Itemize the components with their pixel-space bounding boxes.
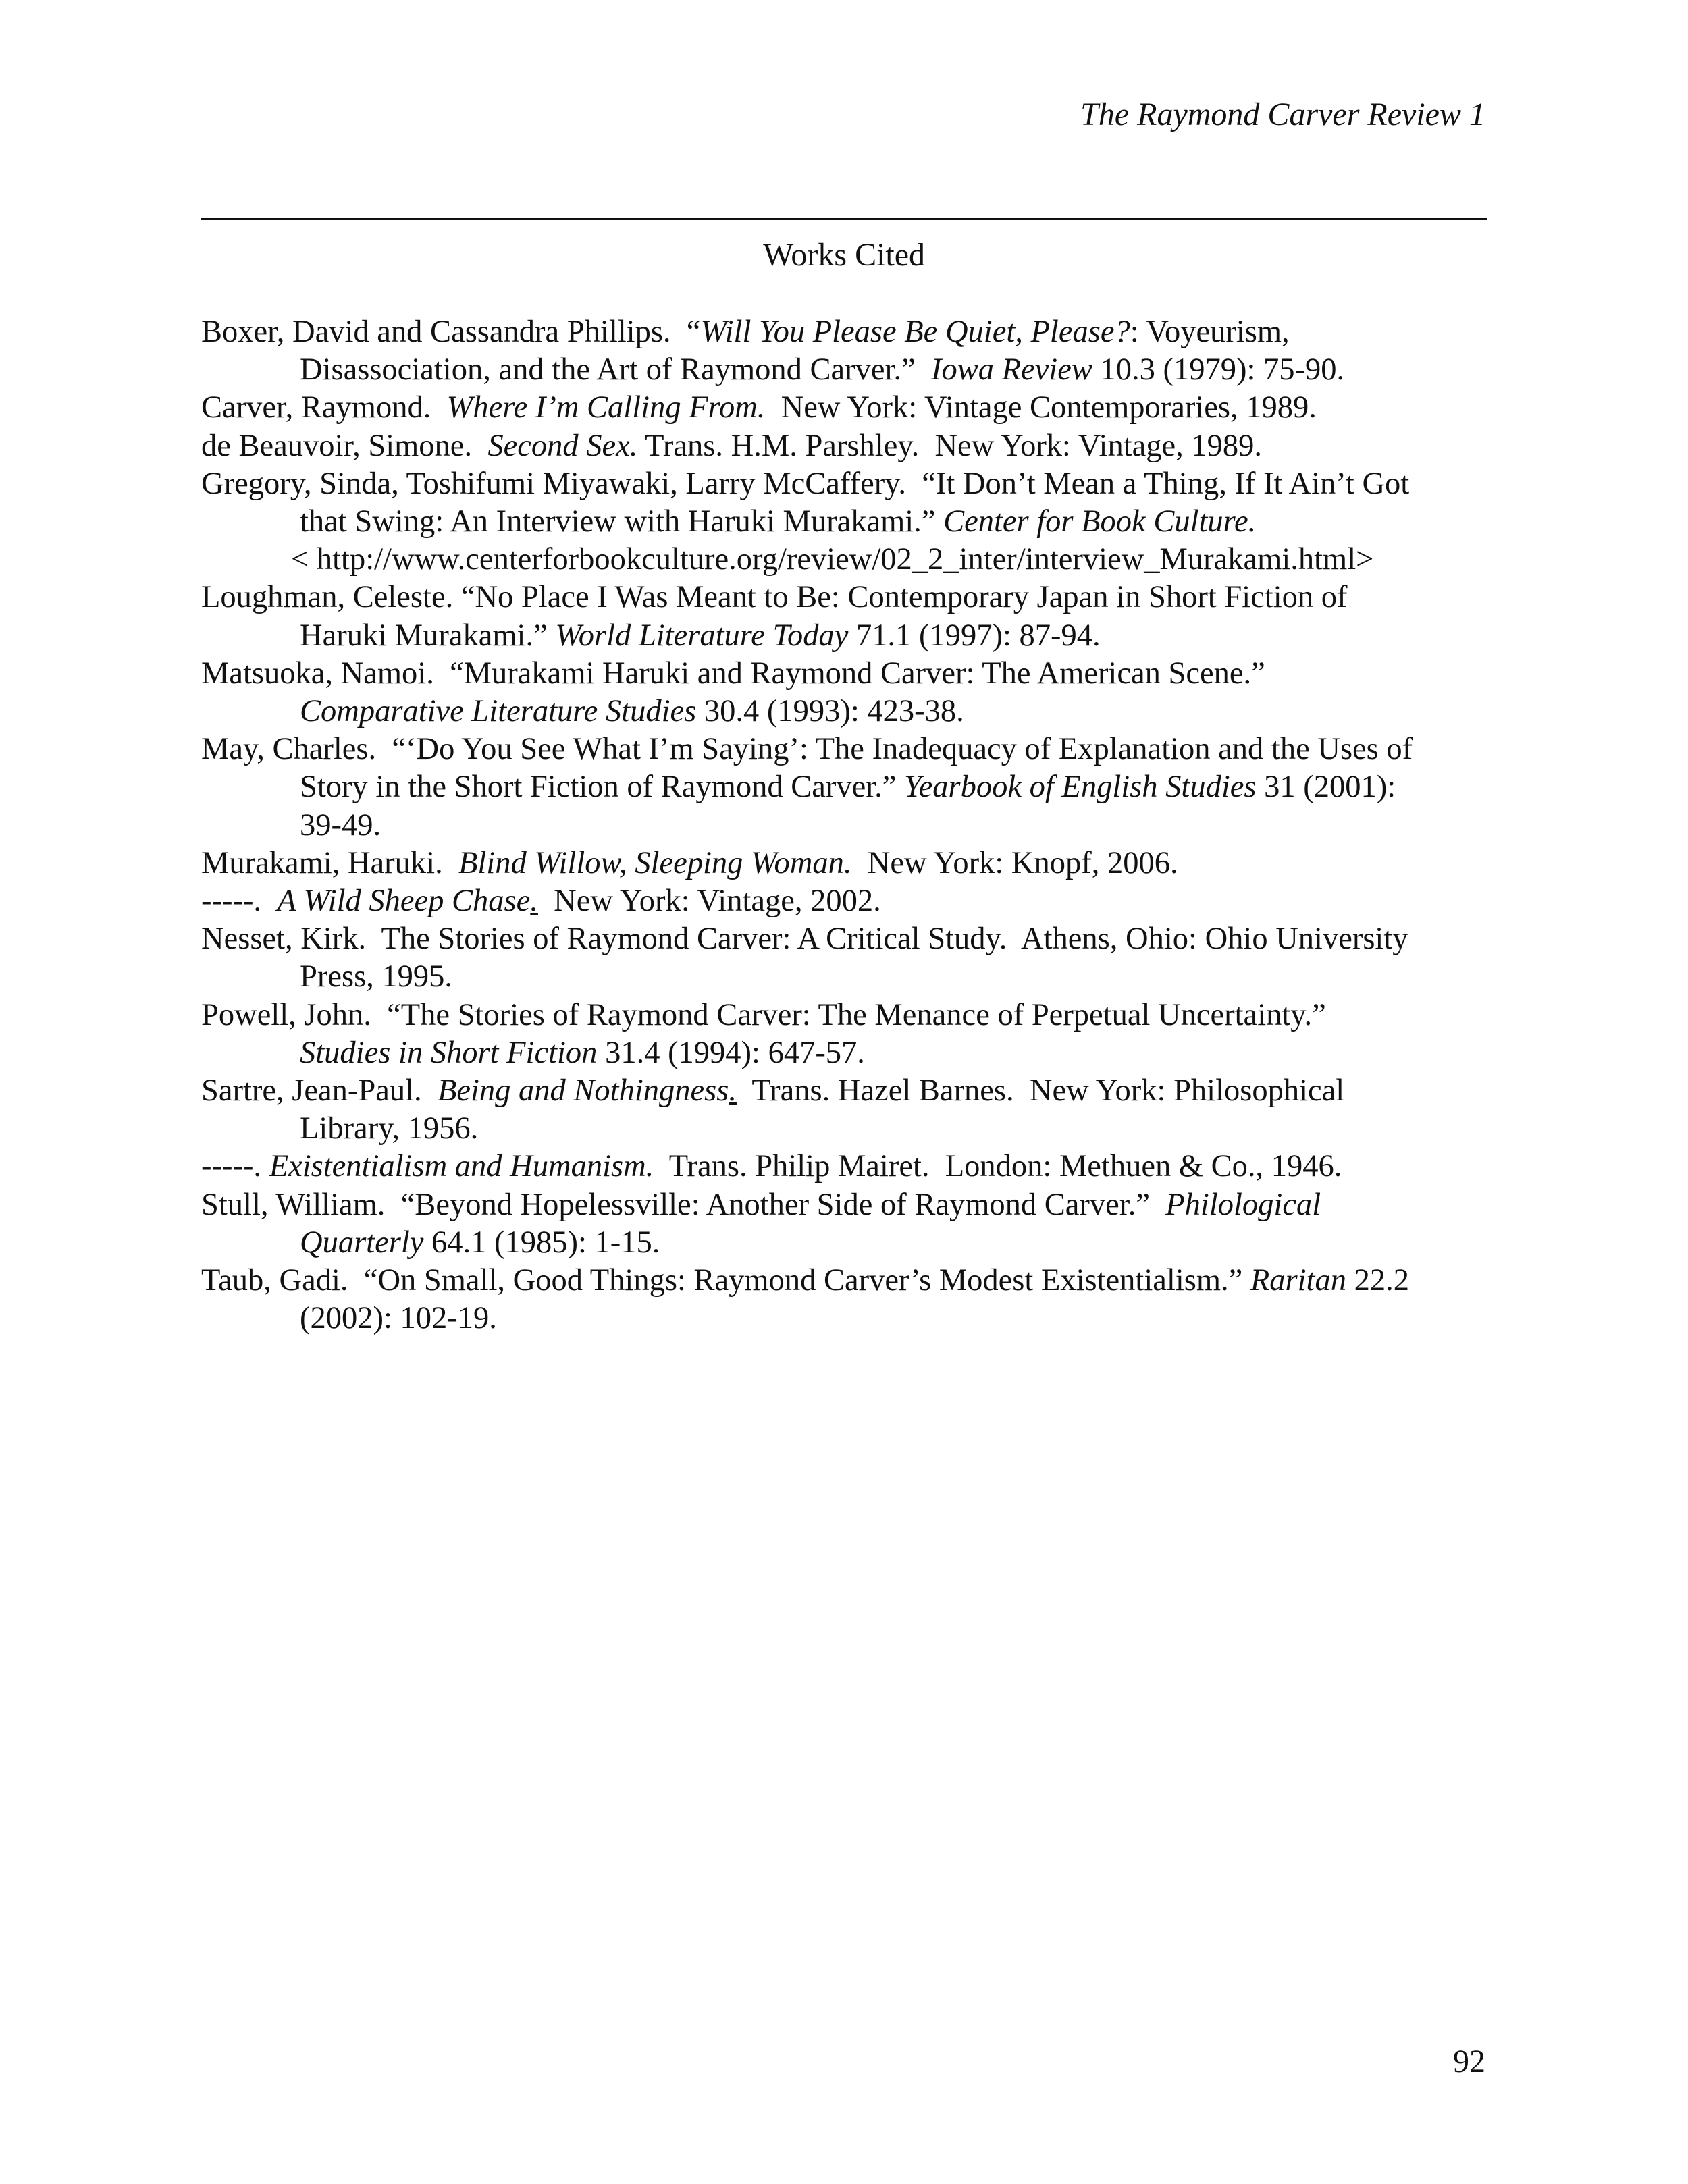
citation-text: Library, 1956. — [300, 1111, 479, 1146]
citation-line — [201, 1224, 1491, 1262]
citation-line — [201, 313, 1491, 351]
citation-line — [201, 920, 1491, 958]
citation-line — [201, 693, 1491, 730]
citation-title-text: A Wild Sheep Chase — [277, 884, 531, 919]
citation-entry — [201, 730, 1491, 845]
citation-line — [201, 1148, 1491, 1186]
citation-entry — [201, 579, 1491, 654]
citation-text: Press, 1995. — [300, 959, 453, 994]
citation-text: 39-49. — [300, 807, 381, 843]
citation-text: Haruki Murakami.” — [300, 618, 556, 653]
citation-text: 31.4 (1994): 647-57. — [597, 1035, 865, 1070]
citation-text: New York: Vintage Contemporaries, 1989. — [765, 390, 1317, 425]
citation-title-text: Blind Willow, Sleeping Woman. — [458, 845, 852, 880]
citation-title-text: . — [530, 884, 538, 919]
citation-line — [201, 541, 1491, 579]
citation-text: 30.4 (1993): 423-38. — [696, 694, 964, 729]
header-rule — [201, 218, 1487, 220]
citation-title-text: Quarterly — [300, 1225, 424, 1260]
citation-text: 10.3 (1979): 75-90. — [1092, 352, 1345, 388]
citation-entry — [201, 427, 1491, 465]
citation-entry — [201, 845, 1491, 882]
citation-entry — [201, 882, 1491, 920]
citation-entry — [201, 655, 1491, 730]
citation-text: Story in the Short Fiction of Raymond Carver.” — [300, 770, 905, 805]
citation-title-text: Existentialism and Humanism. — [269, 1149, 654, 1184]
citation-entry — [201, 389, 1491, 427]
citation-line — [201, 655, 1491, 693]
citation-text: 22.2 — [1346, 1263, 1409, 1298]
citation-title-text: Philological — [1165, 1187, 1321, 1222]
citation-line — [201, 579, 1491, 616]
citation-text: 31 (2001): — [1256, 770, 1396, 805]
citation-text: : Voyeurism, — [1130, 315, 1290, 349]
citation-text: (2002): 102-19. — [300, 1301, 497, 1336]
citation-line — [201, 1110, 1491, 1148]
citation-title-text: Iowa Review — [930, 352, 1092, 388]
citation-entry — [201, 920, 1491, 996]
citation-entry — [201, 465, 1491, 579]
citation-entry — [201, 313, 1491, 389]
citation-line — [201, 503, 1491, 541]
section-title: Works Cited — [762, 237, 926, 273]
citation-text: Stull, William. “Beyond Hopelessville: Another Side of Raymond Carver.” — [201, 1187, 1166, 1222]
page-number: 92 — [1453, 2044, 1485, 2079]
citation-entry — [201, 1072, 1491, 1148]
citation-line — [201, 768, 1491, 806]
citation-text: -----. — [201, 884, 278, 919]
citation-text: Boxer, David and Cassandra Phillips. “ — [201, 315, 701, 349]
citation-text: 64.1 (1985): 1-15. — [423, 1225, 660, 1260]
citation-line — [201, 1186, 1491, 1224]
citation-title-text: Comparative Literature Studies — [300, 694, 697, 729]
running-head: The Raymond Carver Review 1 — [1080, 97, 1485, 132]
citation-line — [201, 465, 1491, 503]
citation-title-text: World Literature Today — [555, 618, 849, 653]
citation-line — [201, 1072, 1491, 1110]
citation-line — [201, 882, 1491, 920]
citation-line — [201, 730, 1491, 768]
citation-text: 71.1 (1997): 87-94. — [848, 618, 1101, 653]
citation-text: Nesset, Kirk. The Stories of Raymond Carver: A Critical Study. Athens, Ohio: Ohio University — [201, 922, 1408, 957]
citation-entry — [201, 996, 1491, 1072]
citation-text: Powell, John. “The Stories of Raymond Carver: The Menance of Perpetual Uncertainty.” — [201, 997, 1326, 1032]
citation-text: Murakami, Haruki. — [201, 845, 458, 880]
citation-line — [201, 845, 1491, 882]
citation-line — [201, 389, 1491, 427]
citation-text: < http://www.centerforbookculture.org/review/02_2_inter/interview_Murakami.html> — [291, 542, 1374, 577]
citation-text: New York: Knopf, 2006. — [851, 845, 1178, 880]
citation-line — [201, 351, 1491, 389]
citation-title-text: Yearbook of English Studies — [904, 770, 1257, 805]
citation-line — [201, 958, 1491, 996]
citation-title-text: Studies in Short Fiction — [300, 1035, 598, 1070]
citation-text: Trans. H.M. Parshley. New York: Vintage, 1989. — [637, 428, 1263, 463]
works-cited-list — [201, 313, 1491, 1337]
citation-text: Loughman, Celeste. “No Place I Was Meant to Be: Contemporary Japan in Short Fiction of — [201, 580, 1348, 615]
citation-line — [201, 807, 1491, 845]
citation-entry — [201, 1148, 1491, 1186]
citation-title-text: Raritan — [1250, 1263, 1346, 1298]
citation-title-text: Being and Nothingness — [437, 1073, 729, 1109]
citation-text: that Swing: An Interview with Haruki Murakami.” — [300, 504, 944, 539]
citation-text: Matsuoka, Namoi. “Murakami Haruki and Raymond Carver: The American Scene.” — [201, 656, 1265, 691]
citation-line — [201, 1034, 1491, 1072]
citation-text: Trans. Philip Mairet. London: Methuen & Co., 1946. — [654, 1149, 1342, 1184]
citation-line — [201, 996, 1491, 1034]
citation-text: Disassociation, and the Art of Raymond Carver.” — [300, 352, 931, 388]
citation-title-text: Where I’m Calling From. — [446, 390, 766, 425]
citation-text: Trans. Hazel Barnes. New York: Philosophical — [736, 1073, 1345, 1109]
citation-text: New York: Vintage, 2002. — [537, 884, 881, 919]
citation-title-text: Center for Book Culture. — [943, 504, 1257, 539]
citation-text: Gregory, Sinda, Toshifumi Miyawaki, Larry McCaffery. “It Don’t Mean a Thing, If It Ain’t Got — [201, 466, 1410, 501]
citation-line — [201, 427, 1491, 465]
citation-text: May, Charles. “‘Do You See What I’m Saying’: The Inadequacy of Explanation and the Uses of — [201, 732, 1413, 767]
citation-text: Sartre, Jean-Paul. — [201, 1073, 438, 1109]
citation-title-text: Second Sex. — [487, 428, 638, 463]
citation-line — [201, 1300, 1491, 1337]
citation-title-text: Will You Please Be Quiet, Please? — [700, 315, 1130, 349]
citation-entry — [201, 1262, 1491, 1337]
citation-line — [201, 617, 1491, 655]
citation-text: Taub, Gadi. “On Small, Good Things: Raymond Carver’s Modest Existentialism.” — [201, 1263, 1250, 1298]
citation-entry — [201, 1186, 1491, 1262]
citation-title-text: . — [729, 1073, 737, 1109]
citation-line — [201, 1262, 1491, 1300]
citation-text: de Beauvoir, Simone. — [201, 428, 488, 463]
citation-text: -----. — [201, 1149, 269, 1184]
citation-text: Carver, Raymond. — [201, 390, 447, 425]
